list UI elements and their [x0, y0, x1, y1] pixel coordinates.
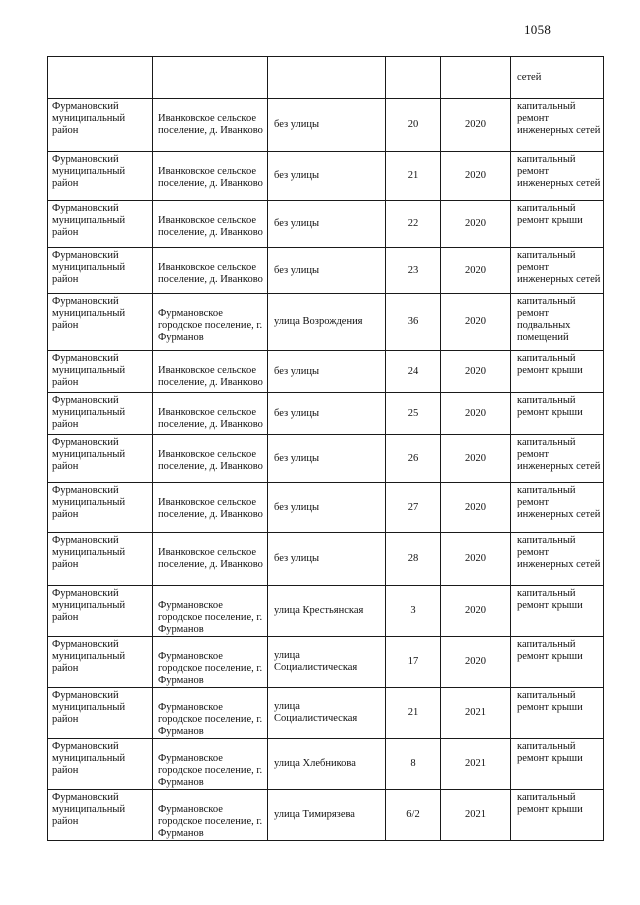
cell-settlement	[153, 57, 268, 99]
cell-settlement: Иванковское сельское поселение, д. Иванково	[153, 201, 268, 248]
cell-district: Фурмановский муниципальный район	[48, 739, 153, 790]
cell-district: Фурмановский муниципальный район	[48, 637, 153, 688]
cell-house: 26	[386, 435, 441, 483]
cell-street: без улицы	[268, 248, 386, 294]
cell-district: Фурмановский муниципальный район	[48, 586, 153, 637]
cell-district: Фурмановский муниципальный район	[48, 688, 153, 739]
table-row	[48, 586, 604, 637]
cell-year: 2020	[441, 294, 511, 351]
cell-district: Фурмановский муниципальный район	[48, 483, 153, 533]
cell-district: Фурмановский муниципальный район	[48, 393, 153, 435]
cell-work: капитальный ремонт крыши	[511, 739, 604, 790]
repair-schedule-table	[47, 56, 604, 841]
cell-house: 6/2	[386, 790, 441, 841]
cell-house: 21	[386, 688, 441, 739]
cell-settlement: Иванковское сельское поселение, д. Иванково	[153, 351, 268, 393]
table-row	[48, 152, 604, 201]
cell-year: 2020	[441, 152, 511, 201]
cell-settlement: Фурмановское городское поселение, г. Фурманов	[153, 637, 268, 688]
cell-street: улица Социалистическая	[268, 688, 386, 739]
cell-district	[48, 57, 153, 99]
cell-work: капитальный ремонт крыши	[511, 790, 604, 841]
cell-district: Фурмановский муниципальный район	[48, 99, 153, 152]
cell-work: капитальный ремонт инженерных сетей	[511, 483, 604, 533]
cell-work: капитальный ремонт крыши	[511, 201, 604, 248]
cell-street: улица Хлебникова	[268, 739, 386, 790]
table-row	[48, 790, 604, 841]
table-row	[48, 57, 604, 99]
cell-work: капитальный ремонт инженерных сетей	[511, 152, 604, 201]
cell-house	[386, 57, 441, 99]
cell-work: капитальный ремонт крыши	[511, 393, 604, 435]
cell-work: капитальный ремонт подвальных помещений	[511, 294, 604, 351]
cell-district: Фурмановский муниципальный район	[48, 152, 153, 201]
cell-street: без улицы	[268, 99, 386, 152]
cell-house: 28	[386, 533, 441, 586]
cell-settlement: Фурмановское городское поселение, г. Фурманов	[153, 688, 268, 739]
table-row	[48, 483, 604, 533]
cell-house: 17	[386, 637, 441, 688]
table-row	[48, 393, 604, 435]
cell-street: без улицы	[268, 351, 386, 393]
table-row	[48, 294, 604, 351]
cell-house: 24	[386, 351, 441, 393]
cell-year: 2020	[441, 99, 511, 152]
cell-year: 2021	[441, 739, 511, 790]
cell-house: 27	[386, 483, 441, 533]
cell-year: 2020	[441, 248, 511, 294]
cell-district: Фурмановский муниципальный район	[48, 351, 153, 393]
table-row	[48, 248, 604, 294]
cell-district: Фурмановский муниципальный район	[48, 790, 153, 841]
cell-house: 22	[386, 201, 441, 248]
cell-street: без улицы	[268, 393, 386, 435]
cell-work: капитальный ремонт инженерных сетей	[511, 99, 604, 152]
cell-year: 2020	[441, 435, 511, 483]
cell-street: без улицы	[268, 435, 386, 483]
cell-work: капитальный ремонт крыши	[511, 586, 604, 637]
cell-year: 2020	[441, 201, 511, 248]
cell-settlement: Иванковское сельское поселение, д. Иванково	[153, 99, 268, 152]
cell-settlement: Иванковское сельское поселение, д. Иванково	[153, 435, 268, 483]
cell-settlement: Иванковское сельское поселение, д. Иванково	[153, 248, 268, 294]
cell-house: 23	[386, 248, 441, 294]
cell-house: 8	[386, 739, 441, 790]
cell-settlement: Иванковское сельское поселение, д. Иванково	[153, 483, 268, 533]
cell-street: улица Возрождения	[268, 294, 386, 351]
cell-district: Фурмановский муниципальный район	[48, 294, 153, 351]
cell-settlement: Иванковское сельское поселение, д. Иванково	[153, 533, 268, 586]
cell-street: улица Крестьянская	[268, 586, 386, 637]
table-row	[48, 99, 604, 152]
cell-settlement: Фурмановское городское поселение, г. Фурманов	[153, 790, 268, 841]
cell-year	[441, 57, 511, 99]
cell-street: без улицы	[268, 483, 386, 533]
cell-district: Фурмановский муниципальный район	[48, 533, 153, 586]
cell-work: капитальный ремонт крыши	[511, 688, 604, 739]
cell-house: 20	[386, 99, 441, 152]
cell-street: улица Социалистическая	[268, 637, 386, 688]
table-row	[48, 739, 604, 790]
table-row	[48, 533, 604, 586]
table-row	[48, 435, 604, 483]
cell-house: 25	[386, 393, 441, 435]
cell-year: 2020	[441, 483, 511, 533]
cell-district: Фурмановский муниципальный район	[48, 435, 153, 483]
table-row	[48, 688, 604, 739]
cell-street: без улицы	[268, 201, 386, 248]
cell-house: 21	[386, 152, 441, 201]
cell-street	[268, 57, 386, 99]
cell-year: 2020	[441, 533, 511, 586]
cell-year: 2020	[441, 351, 511, 393]
cell-work: сетей	[511, 57, 604, 99]
cell-district: Фурмановский муниципальный район	[48, 248, 153, 294]
cell-work: капитальный ремонт инженерных сетей	[511, 435, 604, 483]
cell-settlement: Фурмановское городское поселение, г. Фурманов	[153, 739, 268, 790]
cell-settlement: Фурмановское городское поселение, г. Фурманов	[153, 586, 268, 637]
cell-work: капитальный ремонт крыши	[511, 637, 604, 688]
cell-work: капитальный ремонт крыши	[511, 351, 604, 393]
table-row	[48, 351, 604, 393]
cell-year: 2021	[441, 688, 511, 739]
cell-settlement: Иванковское сельское поселение, д. Иванково	[153, 152, 268, 201]
cell-house: 3	[386, 586, 441, 637]
cell-year: 2021	[441, 790, 511, 841]
cell-street: улица Тимирязева	[268, 790, 386, 841]
cell-year: 2020	[441, 586, 511, 637]
cell-street: без улицы	[268, 152, 386, 201]
cell-settlement: Фурмановское городское поселение, г. Фурманов	[153, 294, 268, 351]
cell-year: 2020	[441, 393, 511, 435]
page-number: 1058	[524, 22, 552, 37]
cell-district: Фурмановский муниципальный район	[48, 201, 153, 248]
cell-work: капитальный ремонт инженерных сетей	[511, 533, 604, 586]
cell-settlement: Иванковское сельское поселение, д. Иванково	[153, 393, 268, 435]
table-row	[48, 637, 604, 688]
cell-street: без улицы	[268, 533, 386, 586]
cell-house: 36	[386, 294, 441, 351]
cell-work: капитальный ремонт инженерных сетей	[511, 248, 604, 294]
cell-year: 2020	[441, 637, 511, 688]
table-row	[48, 201, 604, 248]
